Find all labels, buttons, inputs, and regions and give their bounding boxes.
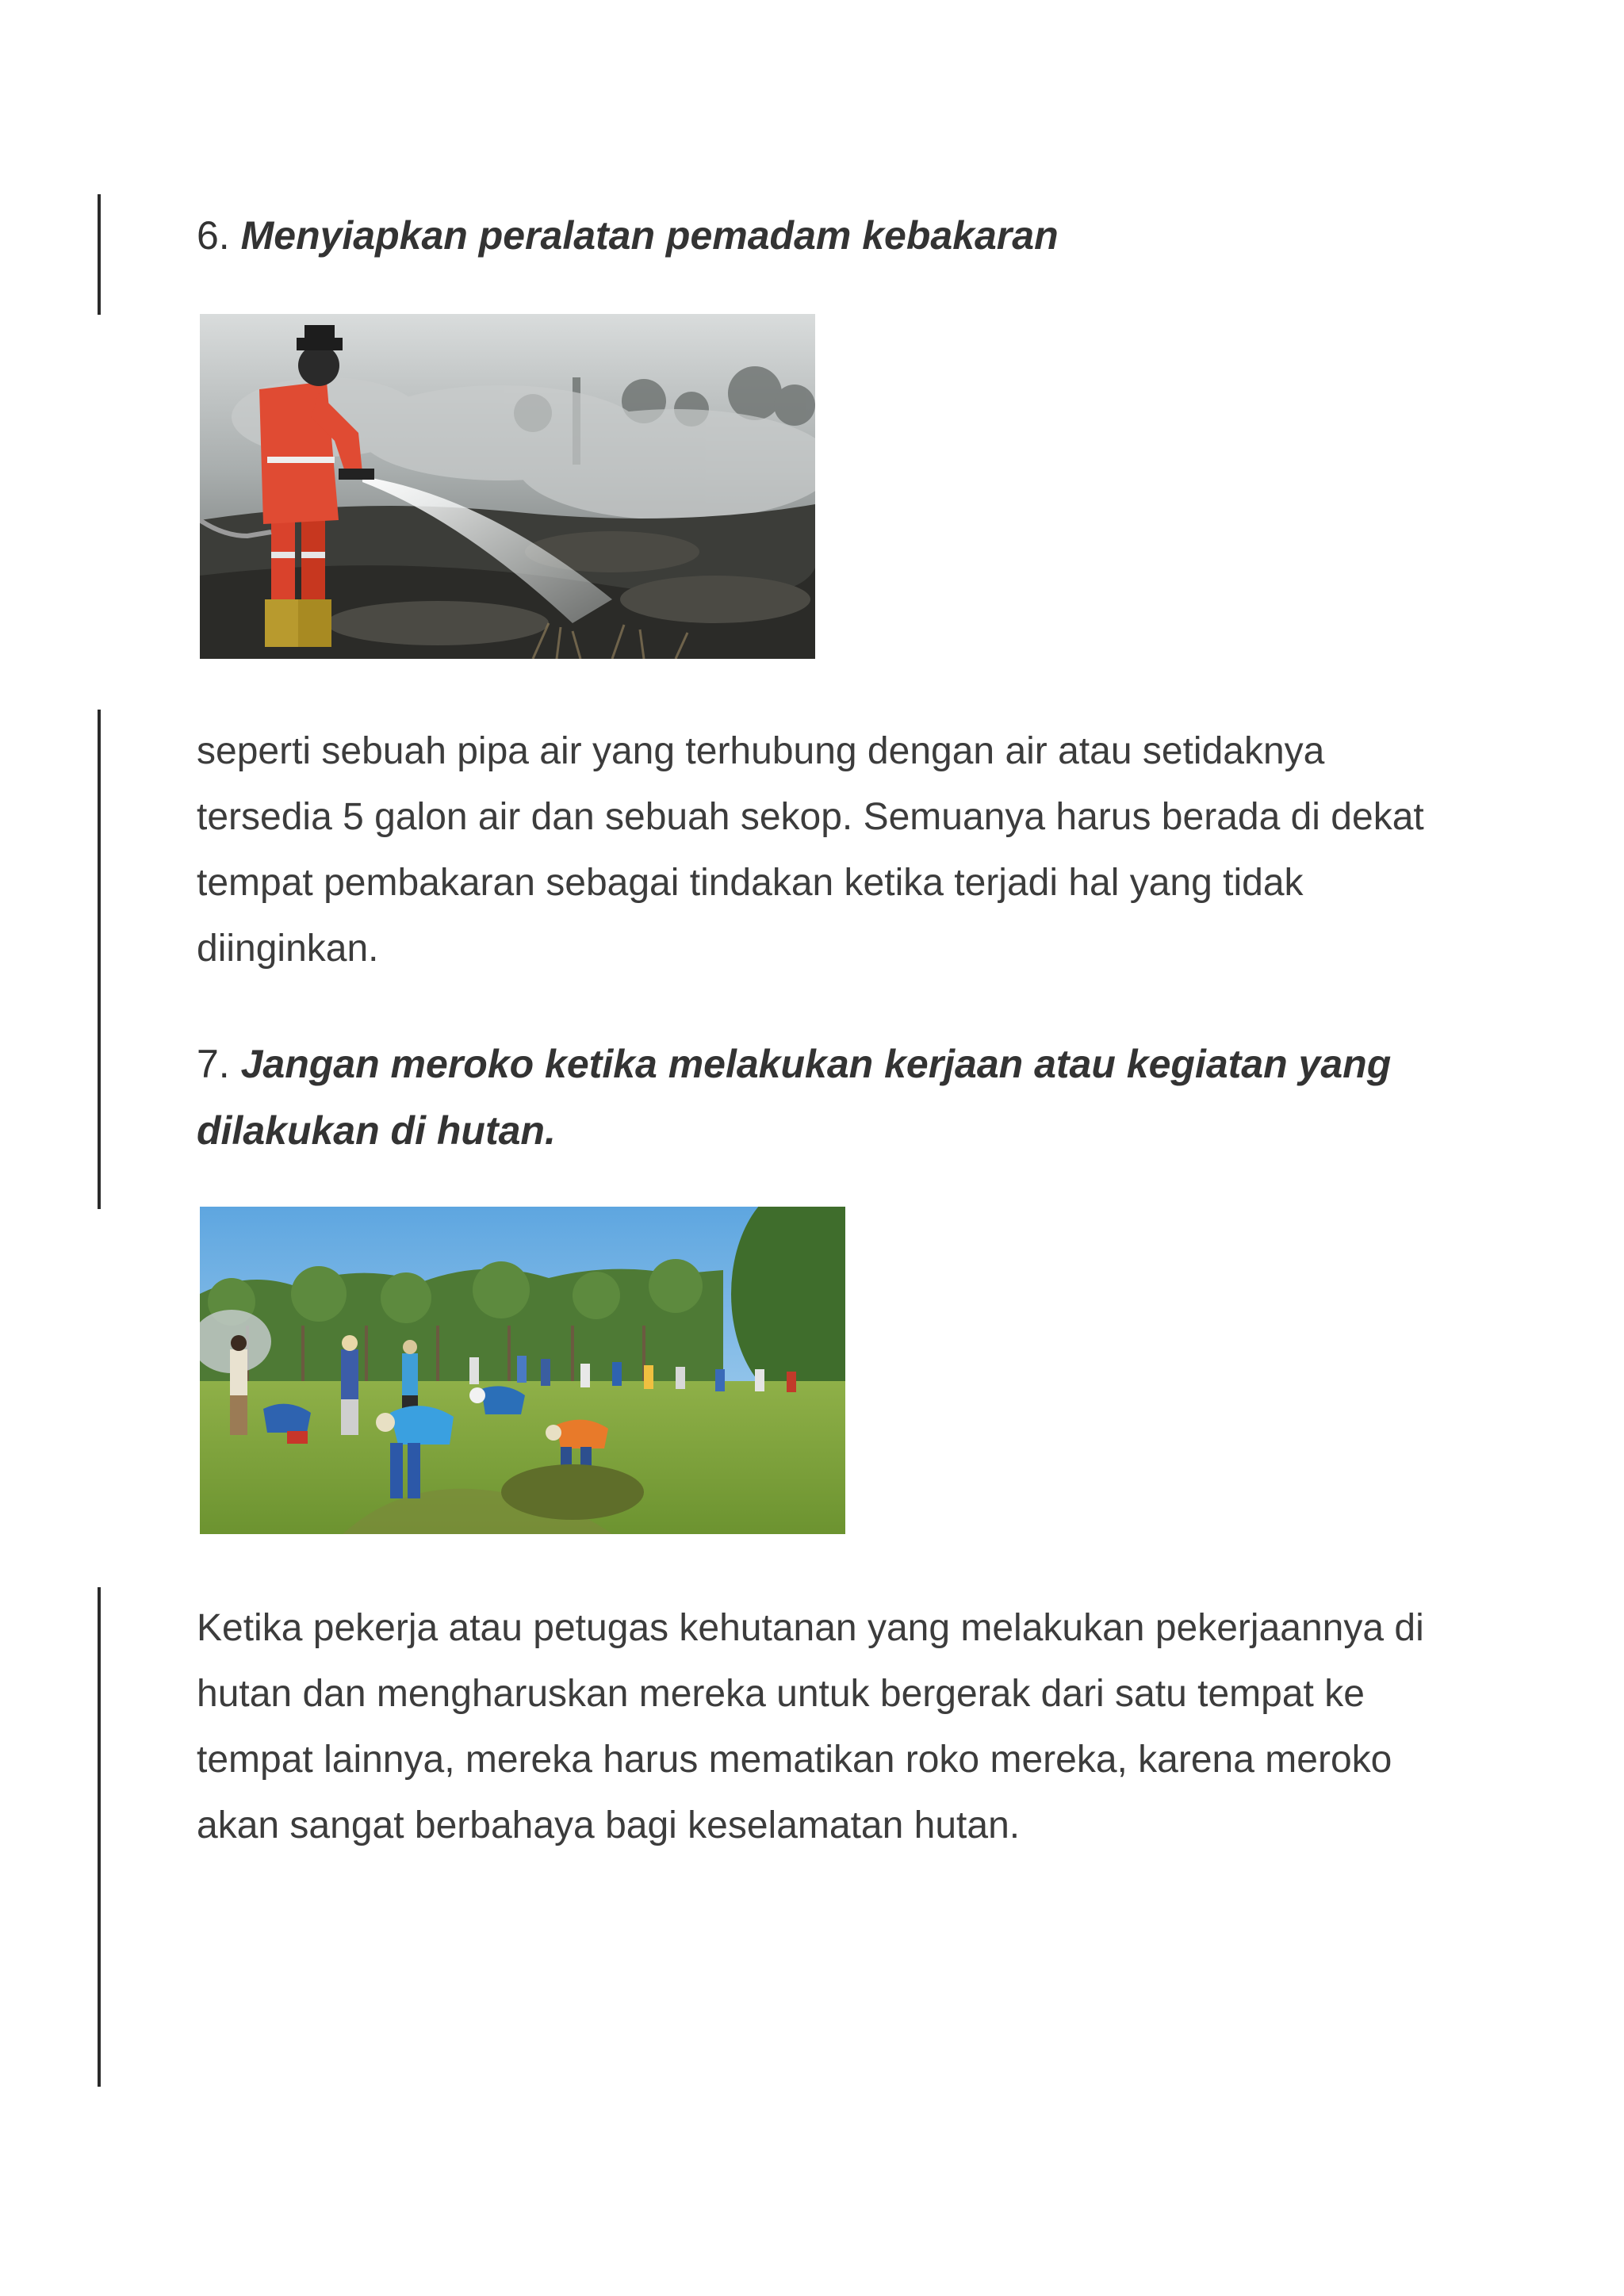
section-7-number: 7. [197, 1042, 230, 1086]
firefighter-photo [200, 314, 815, 659]
section-7-paragraph: Ketika pekerja atau petugas kehutanan yang melakukan pekerjaannya di hutan dan mengharuskan mereka untuk bergerak dari satu tempat ke tempat lainnya, mereka harus mematikan roko mereka, karena meroko akan sangat berbahaya bagi keselamatan hutan. [197, 1607, 1424, 1846]
section-7-title: Jangan meroko ketika melakukan kerjaan atau kegiatan yang dilakukan di hutan. [197, 1042, 1392, 1153]
section-6-heading [197, 202, 1434, 269]
margin-bar [98, 1587, 101, 2087]
section-7-heading [197, 1031, 1434, 1164]
margin-bar [98, 710, 101, 1209]
section-6-paragraph: seperti sebuah pipa air yang terhubung dengan air atau setidaknya tersedia 5 galon air dan sebuah sekop. Semuanya harus berada di dekat tempat pembakaran sebagai tindakan ketika terjadi hal yang tidak diinginkan. [197, 730, 1424, 970]
section-6-number: 6. [197, 213, 230, 258]
margin-bar [98, 194, 101, 315]
section-6-title: Menyiapkan peralatan pemadam kebakaran [240, 213, 1059, 258]
field-workers-photo [200, 1207, 845, 1534]
